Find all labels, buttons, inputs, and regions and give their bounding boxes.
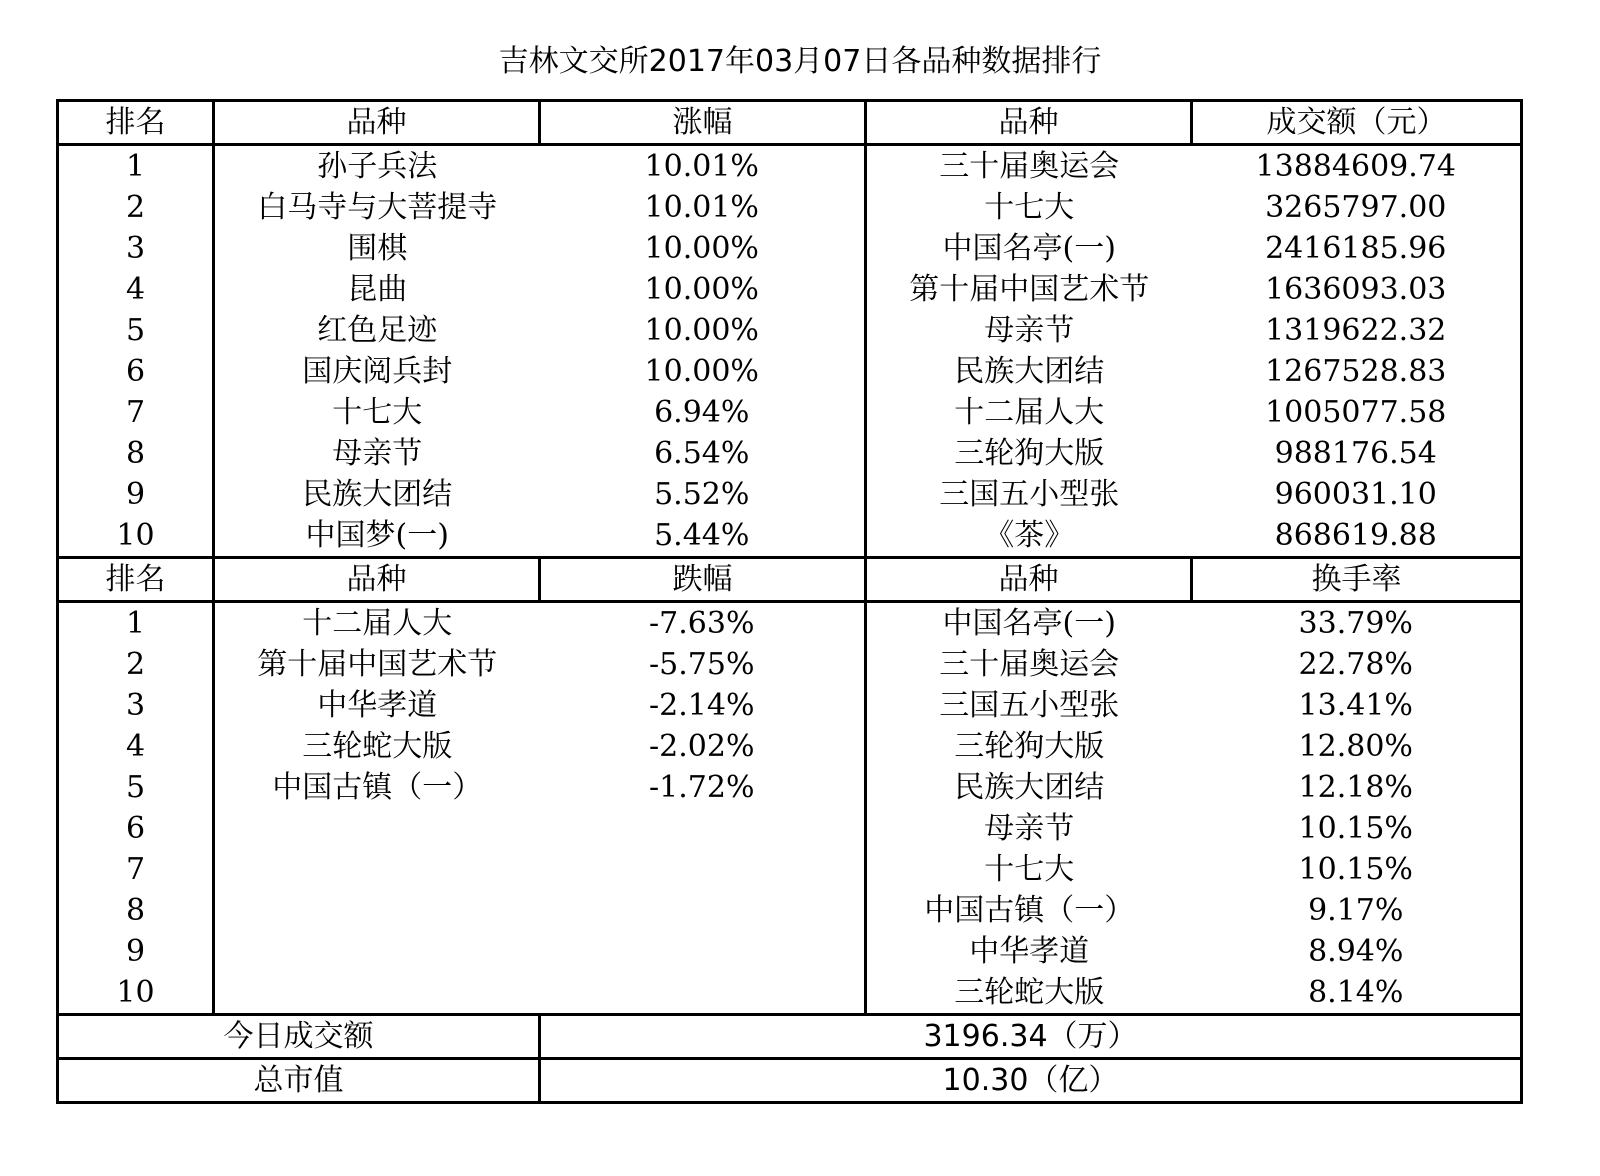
table-row	[58, 808, 1522, 849]
rank-cell: 5	[58, 310, 214, 351]
item-cell: 红色足迹	[317, 313, 438, 348]
table-row	[58, 685, 1522, 726]
rank-cell: 2	[58, 187, 214, 228]
item-cell-2: 三国五小型张	[939, 477, 1120, 512]
item-cell: 三轮蛇大版	[302, 729, 453, 764]
item-cell: 孙子兵法	[317, 149, 438, 184]
metric-cell: 2416185.96	[1192, 228, 1522, 269]
table-row	[58, 767, 1522, 808]
rank-cell: 4	[58, 726, 214, 767]
table-row	[58, 972, 1522, 1015]
item-cell-2: 十七大	[984, 190, 1075, 225]
item-cell-2: 十七大	[984, 852, 1075, 887]
change-cell: -7.63%	[540, 602, 866, 645]
rank-cell: 8	[58, 433, 214, 474]
rank-cell: 10	[58, 972, 214, 1015]
item-cell-2: 三轮狗大版	[954, 729, 1105, 764]
table-row	[58, 474, 1522, 515]
header-item: 品种	[214, 101, 540, 145]
metric-cell: 3265797.00	[1192, 187, 1522, 228]
item-cell-2: 《茶》	[984, 518, 1075, 553]
change-cell: 10.01%	[540, 187, 866, 228]
page-title: 吉林文交所2017年03月07日各品种数据排行	[498, 44, 1102, 79]
metric-cell: 12.80%	[1192, 726, 1522, 767]
rank-cell: 6	[58, 808, 214, 849]
table-row	[58, 849, 1522, 890]
item-cell-2: 三轮狗大版	[954, 436, 1105, 471]
item-cell-2: 民族大团结	[954, 770, 1105, 805]
rank-cell: 5	[58, 767, 214, 808]
table-row	[58, 269, 1522, 310]
item-cell-2: 三十届奥运会	[939, 647, 1120, 682]
table-row	[58, 351, 1522, 392]
rank-cell: 3	[58, 228, 214, 269]
metric-cell: 988176.54	[1192, 433, 1522, 474]
metric-cell: 868619.88	[1192, 515, 1522, 558]
item-cell: 第十届中国艺术节	[257, 647, 498, 682]
item-cell-2: 民族大团结	[954, 354, 1105, 389]
rank-cell: 9	[58, 931, 214, 972]
rank-cell: 1	[58, 602, 214, 645]
item-cell	[214, 972, 540, 1015]
top-header-row	[58, 101, 1522, 145]
item-cell-2: 中华孝道	[969, 934, 1090, 969]
metric-cell: 13884609.74	[1192, 145, 1522, 188]
item-cell	[214, 808, 540, 849]
metric-cell: 1005077.58	[1192, 392, 1522, 433]
table-row	[58, 890, 1522, 931]
item-cell: 中国梦(一)	[305, 518, 449, 553]
rank-cell: 3	[58, 685, 214, 726]
change-cell: 10.01%	[540, 145, 866, 188]
item-cell-2: 三十届奥运会	[939, 149, 1120, 184]
table-row	[58, 187, 1522, 228]
header-change: 涨幅	[540, 101, 866, 145]
change-cell	[540, 972, 866, 1015]
item-cell	[214, 849, 540, 890]
table-row	[58, 392, 1522, 433]
rank-cell: 9	[58, 474, 214, 515]
metric-cell: 13.41%	[1192, 685, 1522, 726]
change-cell: 10.00%	[540, 228, 866, 269]
header-item-2: 品种	[866, 101, 1192, 145]
change-cell: 6.54%	[540, 433, 866, 474]
item-cell-2: 母亲节	[984, 313, 1075, 348]
metric-cell: 10.15%	[1192, 849, 1522, 890]
table-row	[58, 931, 1522, 972]
rank-cell: 2	[58, 644, 214, 685]
item-cell: 国庆阅兵封	[302, 354, 453, 389]
rank-cell: 7	[58, 392, 214, 433]
item-cell: 围棋	[347, 231, 408, 266]
table-row	[58, 145, 1522, 188]
header-item: 品种	[214, 558, 540, 602]
item-cell-2: 三轮蛇大版	[866, 972, 1192, 1015]
rank-cell: 8	[58, 890, 214, 931]
metric-cell: 33.79%	[1192, 602, 1522, 645]
metric-cell: 22.78%	[1192, 644, 1522, 685]
item-cell: 民族大团结	[302, 477, 453, 512]
change-cell: 10.00%	[540, 310, 866, 351]
summary-label: 今日成交额	[58, 1015, 540, 1059]
item-cell-2: 中国名亭(一)	[942, 606, 1116, 641]
change-cell: -1.72%	[540, 767, 866, 808]
metric-cell: 8.14%	[1192, 972, 1522, 1015]
change-cell: 5.52%	[540, 474, 866, 515]
header-item-2: 品种	[866, 558, 1192, 602]
header-change: 跌幅	[540, 558, 866, 602]
bottom-header-row	[58, 558, 1522, 602]
header-rank: 排名	[58, 101, 214, 145]
metric-cell: 1319622.32	[1192, 310, 1522, 351]
item-cell-2: 十二届人大	[954, 395, 1105, 430]
metric-cell: 1636093.03	[1192, 269, 1522, 310]
item-cell	[214, 931, 540, 972]
metric-cell: 1267528.83	[1192, 351, 1522, 392]
summary-row	[58, 1059, 1522, 1103]
metric-cell: 8.94%	[1192, 931, 1522, 972]
table-row	[58, 602, 1522, 645]
rank-cell: 7	[58, 849, 214, 890]
rank-cell: 10	[58, 515, 214, 558]
change-cell	[540, 808, 866, 849]
summary-label: 总市值	[58, 1059, 540, 1103]
header-metric: 换手率	[1192, 558, 1522, 602]
item-cell: 白马寺与大菩提寺	[257, 190, 498, 225]
item-cell-2: 母亲节	[984, 811, 1075, 846]
item-cell: 中国古镇（一）	[272, 770, 483, 805]
table-row	[58, 433, 1522, 474]
item-cell-2: 中国名亭(一)	[942, 231, 1116, 266]
metric-cell: 9.17%	[1192, 890, 1522, 931]
rank-cell: 6	[58, 351, 214, 392]
header-metric: 成交额（元）	[1192, 101, 1522, 145]
item-cell-2: 第十届中国艺术节	[909, 272, 1150, 307]
summary-row	[58, 1015, 1522, 1059]
item-cell-2: 中国古镇（一）	[924, 893, 1135, 928]
change-cell: 6.94%	[540, 392, 866, 433]
ranking-table	[56, 99, 1523, 1104]
item-cell-2: 三国五小型张	[939, 688, 1120, 723]
change-cell	[540, 890, 866, 931]
table-row	[58, 726, 1522, 767]
rank-cell: 4	[58, 269, 214, 310]
change-cell: -2.14%	[540, 685, 866, 726]
header-rank: 排名	[58, 558, 214, 602]
item-cell: 中华孝道	[317, 688, 438, 723]
item-cell: 十二届人大	[302, 606, 453, 641]
summary-value: 3196.34（万）	[540, 1015, 1522, 1059]
change-cell: -5.75%	[540, 644, 866, 685]
table-row	[58, 310, 1522, 351]
rank-cell: 1	[58, 145, 214, 188]
metric-cell: 960031.10	[1192, 474, 1522, 515]
table-row	[58, 228, 1522, 269]
change-cell: 5.44%	[540, 515, 866, 558]
item-cell	[214, 890, 540, 931]
item-cell: 十七大	[332, 395, 423, 430]
change-cell	[540, 931, 866, 972]
table-row	[58, 515, 1522, 558]
metric-cell: 10.15%	[1192, 808, 1522, 849]
change-cell: -2.02%	[540, 726, 866, 767]
metric-cell: 12.18%	[1192, 767, 1522, 808]
item-cell: 昆曲	[347, 272, 408, 307]
change-cell: 10.00%	[540, 351, 866, 392]
item-cell: 母亲节	[332, 436, 423, 471]
change-cell: 10.00%	[540, 269, 866, 310]
summary-value: 10.30（亿）	[540, 1059, 1522, 1103]
table-row	[58, 644, 1522, 685]
change-cell	[540, 849, 866, 890]
